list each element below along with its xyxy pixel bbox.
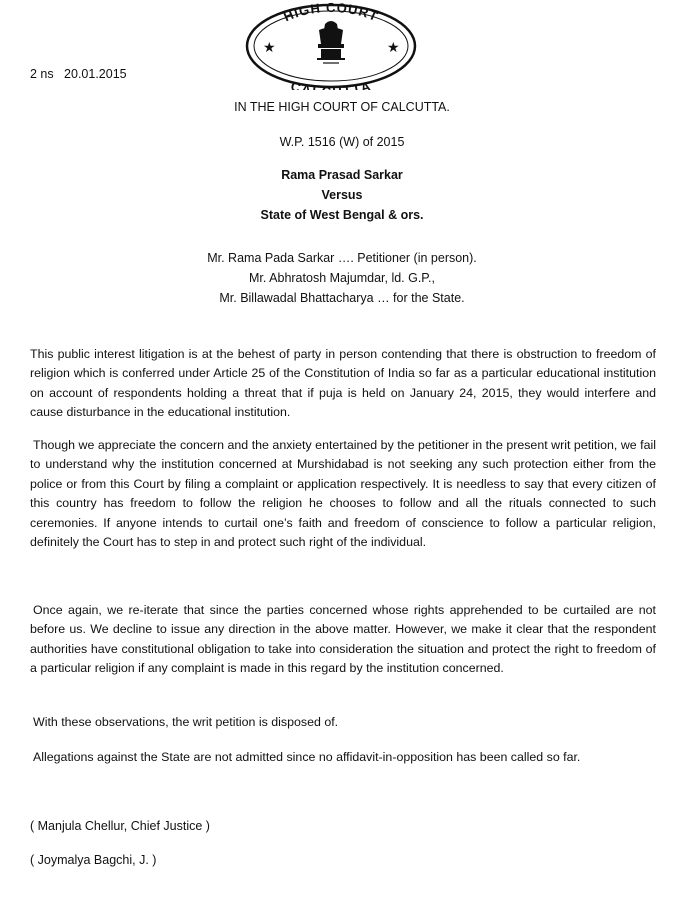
versus-label: Versus bbox=[321, 188, 363, 202]
high-court-seal bbox=[245, 2, 417, 90]
svg-text:CALCUTTA bbox=[289, 78, 373, 90]
appearance-line: Mr. Abhratosh Majumdar, ld. G.P., bbox=[249, 271, 435, 285]
order-paragraph: Once again, we re-iterate that since the parties concerned whose rights apprehended to be curtailed are not before us. We decline to issue any direction in the above matter. However, we make it clear that the respondent authorities have constitutional obligation to take into consideration the situation and protect the right to freedom of a particular religion if any complaint is made in this regard by the institution concerned. bbox=[30, 603, 656, 676]
star-icon: ★ bbox=[387, 39, 400, 55]
order-paragraph: Allegations against the State are not admitted since no affidavit-in-opposition has been called so far. bbox=[33, 750, 581, 764]
signature-judge: ( Joymalya Bagchi, J. ) bbox=[30, 853, 157, 867]
star-icon: ★ bbox=[263, 39, 276, 55]
item-date: 2 ns 20.01.2015 bbox=[30, 67, 127, 81]
signature-chief-justice: ( Manjula Chellur, Chief Justice ) bbox=[30, 819, 210, 833]
appearance-line: Mr. Rama Pada Sarkar …. Petitioner (in person). bbox=[207, 251, 477, 265]
state-emblem-icon bbox=[317, 21, 345, 64]
order-paragraph: Though we appreciate the concern and the anxiety entertained by the petitioner in the present writ petition, we fail to understand why the institution concerned at Murshidabad is not seeking any such protection either from the police or from this Court by filing a complaint or application respectively. It is needless to say that every citizen of this country has freedom to follow the religion he chooses to follow and all the rituals connected to such ceremonies. If anyone intends to curtail one’s faith and freedom of conscience to follow a particular religion, definitely the Court has to step in and protect such right of the individual. bbox=[30, 438, 656, 550]
appearance-line: Mr. Billawadal Bhattacharya … for the State. bbox=[219, 291, 465, 305]
case-number: W.P. 1516 (W) of 2015 bbox=[279, 135, 405, 149]
respondent-name: State of West Bengal & ors. bbox=[260, 208, 424, 222]
order-paragraph: With these observations, the writ petition is disposed of. bbox=[33, 715, 339, 729]
order-paragraph: This public interest litigation is at the behest of party in person contending that there is obstruction to freedom of religion which is conferred under Article 25 of the Constitution of India so far as a particular educational institution on account of respondents holding a threat that if puja is held on January 24, 2015, they would interfere and cause disturbance in the educational institution. bbox=[30, 347, 656, 420]
seal-top-text: HIGH COURT bbox=[281, 2, 381, 25]
seal-bottom-text: CA TA bbox=[289, 77, 373, 90]
court-title: IN THE HIGH COURT OF CALCUTTA. bbox=[234, 100, 450, 114]
petitioner-name: Rama Prasad Sarkar bbox=[281, 168, 403, 182]
